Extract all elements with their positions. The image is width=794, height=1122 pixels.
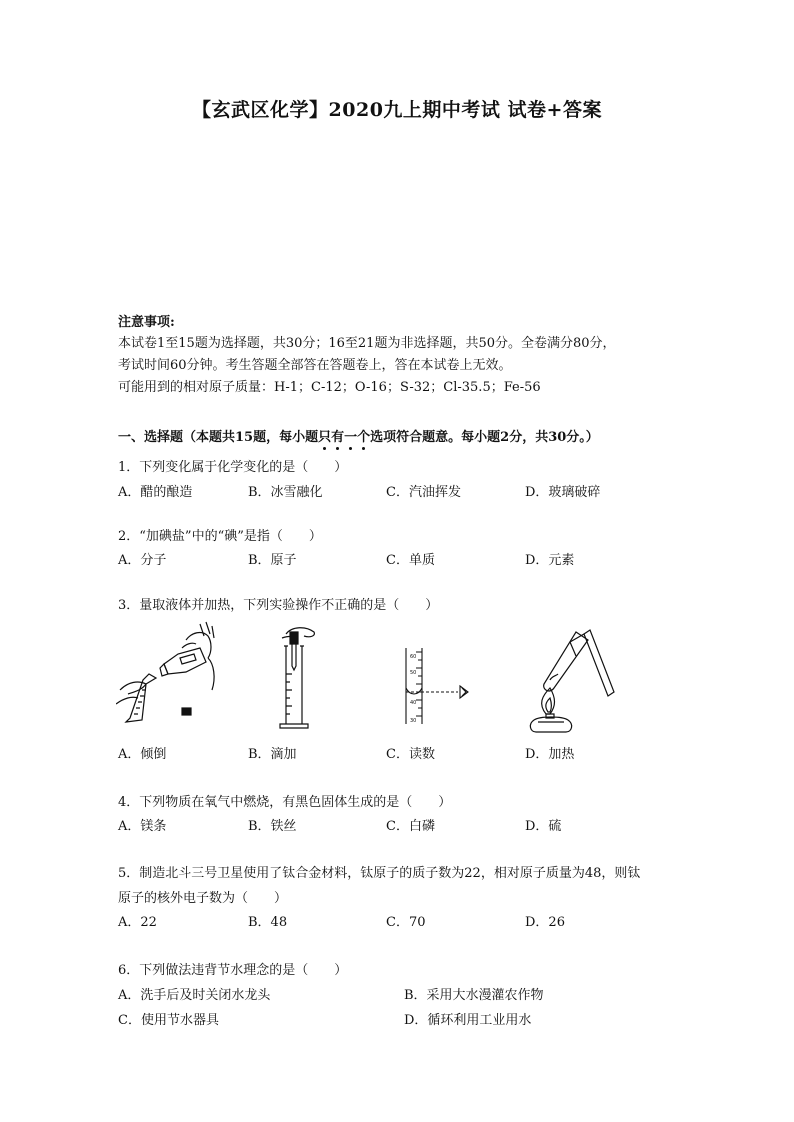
question-6-option-b: B．采用大水漫灌农作物 xyxy=(404,988,544,1003)
notes-line: 可能用到的相对原子质量：H-1；C-12；O-16；S-32；Cl-35.5；Fe-56 xyxy=(118,380,541,395)
question-5-option-c: C．70 xyxy=(386,915,426,930)
question-2-option-a: A．分子 xyxy=(118,553,167,568)
notes-line: 考试时间60分钟。考生答题全部答在答题卷上，答在本试卷上无效。 xyxy=(118,358,512,373)
question-1-option-b: B．冰雪融化 xyxy=(248,485,323,500)
cylinder-tick-50: 50 xyxy=(410,670,417,676)
question-5-option-a: A．22 xyxy=(118,915,157,930)
question-1-option-c: C．汽油挥发 xyxy=(386,485,461,500)
question-3-option-c: C．读数 xyxy=(386,747,435,762)
question-3-option-b: B．滴加 xyxy=(248,747,297,762)
notes-block xyxy=(118,313,688,399)
emph-char: 一 xyxy=(344,430,358,445)
dropper-illustration xyxy=(270,624,322,734)
question-5-stem-line-2: 原子的核外电子数为（ ） xyxy=(118,891,288,906)
question-4-stem: 4．下列物质在氧气中燃烧，有黑色固体生成的是（ ） xyxy=(118,795,452,810)
question-6-option-a: A．洗手后及时关闭水龙头 xyxy=(118,988,271,1003)
question-5-option-b: B．48 xyxy=(248,915,288,930)
question-1-stem: 1．下列变化属于化学变化的是（ ） xyxy=(118,460,348,475)
question-6-option-c: C．使用节水器具 xyxy=(118,1013,219,1028)
emph-char: 有 xyxy=(331,430,345,445)
question-3-stem: 3．量取液体并加热，下列实验操作不正确的是（ ） xyxy=(118,598,439,613)
question-5-option-d: D．26 xyxy=(525,915,565,930)
question-1-option-d: D．玻璃破碎 xyxy=(525,485,601,500)
question-5-stem-line-1: 5．制造北斗三号卫星使用了钛合金材料，钛原子的质子数为22，相对原子质量为48，则钛 xyxy=(118,866,641,881)
question-6-option-d: D．循环利用工业用水 xyxy=(404,1013,532,1028)
cylinder-tick-60: 60 xyxy=(410,654,417,660)
question-2-option-b: B．原子 xyxy=(248,553,297,568)
emph-char: 个 xyxy=(357,430,371,445)
section-heading xyxy=(118,426,599,445)
question-2-stem: 2．“加碘盐”中的“碘”是指（ ） xyxy=(118,529,322,544)
cylinder-tick-40: 40 xyxy=(410,700,417,706)
heating-illustration xyxy=(524,626,616,736)
section-emphasis xyxy=(318,430,370,445)
page-title: 【玄武区化学】2020九上期中考试 试卷+答案 xyxy=(192,99,602,121)
section-suffix: 选项符合题意。每小题2分，共30分。） xyxy=(370,430,599,445)
question-6-stem: 6．下列做法违背节水理念的是（ ） xyxy=(118,963,348,978)
question-4-option-d: D．硫 xyxy=(525,819,562,834)
reading-illustration xyxy=(398,644,478,728)
question-4-option-a: A．镁条 xyxy=(118,819,167,834)
question-3-option-a: A．倾倒 xyxy=(118,747,167,762)
cylinder-tick-30: 30 xyxy=(410,718,417,724)
question-4-option-c: C．白磷 xyxy=(386,819,435,834)
pouring-illustration xyxy=(116,618,221,730)
notes-heading: 注意事项: xyxy=(118,315,175,330)
question-4-option-b: B．铁丝 xyxy=(248,819,297,834)
question-2-option-c: C．单质 xyxy=(386,553,435,568)
section-prefix: 一、选择题（本题共15题，每小题 xyxy=(118,430,319,445)
question-2-option-d: D．元素 xyxy=(525,553,575,568)
question-3-option-d: D．加热 xyxy=(525,747,575,762)
question-1-option-a: A．醋的酿造 xyxy=(118,485,193,500)
emph-char: 只 xyxy=(318,430,332,445)
notes-line: 本试卷1至15题为选择题，共30分；16至21题为非选择题，共50分。全卷满分80分， xyxy=(118,336,616,351)
